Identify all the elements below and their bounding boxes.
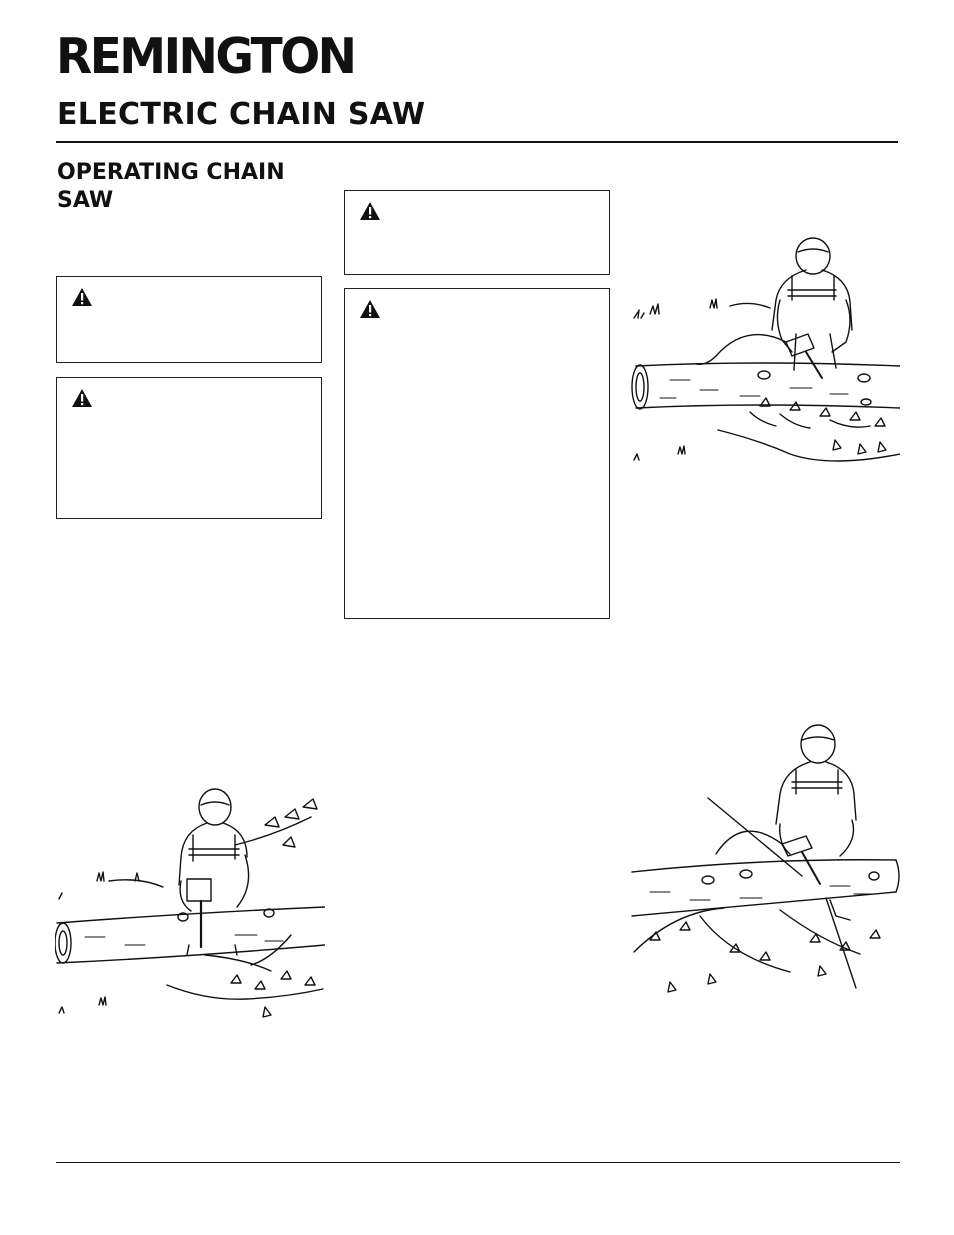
warning-triangle-icon [359, 299, 381, 319]
footer-rule [56, 1162, 900, 1163]
header-rule [56, 141, 898, 143]
warning-triangle-icon [71, 287, 93, 307]
illustration-cutting-log-left [55, 785, 325, 1020]
warning-box [344, 190, 610, 275]
warning-box [344, 288, 610, 619]
illustration-cutting-log-right [630, 720, 900, 1000]
warning-box [56, 276, 322, 363]
section-title: OPERATING CHAIN SAW [57, 160, 285, 213]
warning-triangle-icon [359, 201, 381, 221]
product-title: ELECTRIC CHAIN SAW [57, 97, 426, 132]
warning-triangle-icon [71, 388, 93, 408]
warning-box [56, 377, 322, 519]
illustration-cutting-log-top [630, 230, 900, 475]
brand-logo: REMINGTON [56, 27, 355, 86]
